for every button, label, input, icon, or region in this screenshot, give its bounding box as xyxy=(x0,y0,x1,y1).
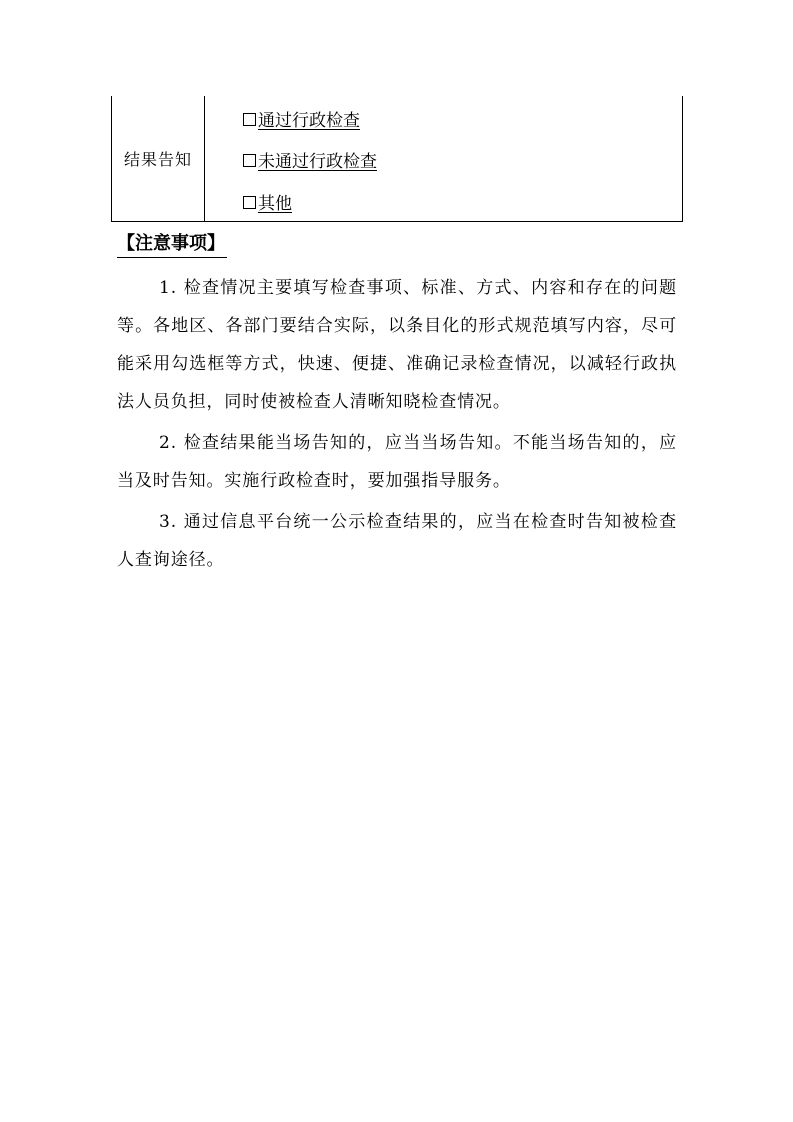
result-notification-table xyxy=(111,96,683,222)
notes-heading: 【注意事项】 xyxy=(117,231,227,258)
option-fail[interactable] xyxy=(243,147,377,172)
option-pass[interactable] xyxy=(243,106,360,131)
option-other-label: 其他 xyxy=(258,194,292,214)
checkbox-icon[interactable] xyxy=(243,154,256,167)
result-notification-row xyxy=(112,96,683,222)
result-options-cell xyxy=(205,96,683,222)
note-item: 2. 检查结果能当场告知的，应当当场告知。不能当场告知的，应当及时告知。实施行政检查时，要加强指导服务。 xyxy=(117,433,677,491)
notes-list xyxy=(117,269,677,582)
option-fail-label: 未通过行政检查 xyxy=(258,152,377,172)
checkbox-icon[interactable] xyxy=(243,113,256,126)
note-item: 3. 通过信息平台统一公示检查结果的，应当在检查时告知被检查人查询途径。 xyxy=(117,512,677,570)
note-item: 1. 检查情况主要填写检查事项、标准、方式、内容和存在的问题等。各地区、各部门要结合实际，以条目化的形式规范填写内容，尽可能采用勾选框等方式，快速、便捷、准确记录检查情况，以减轻行政执法人员负担，同时使被检查人清晰知晓检查情况。 xyxy=(117,278,677,412)
option-pass-label: 通过行政检查 xyxy=(258,111,360,131)
option-other[interactable] xyxy=(243,189,292,214)
result-notification-label: 结果告知 xyxy=(112,96,205,222)
checkbox-icon[interactable] xyxy=(243,196,256,209)
